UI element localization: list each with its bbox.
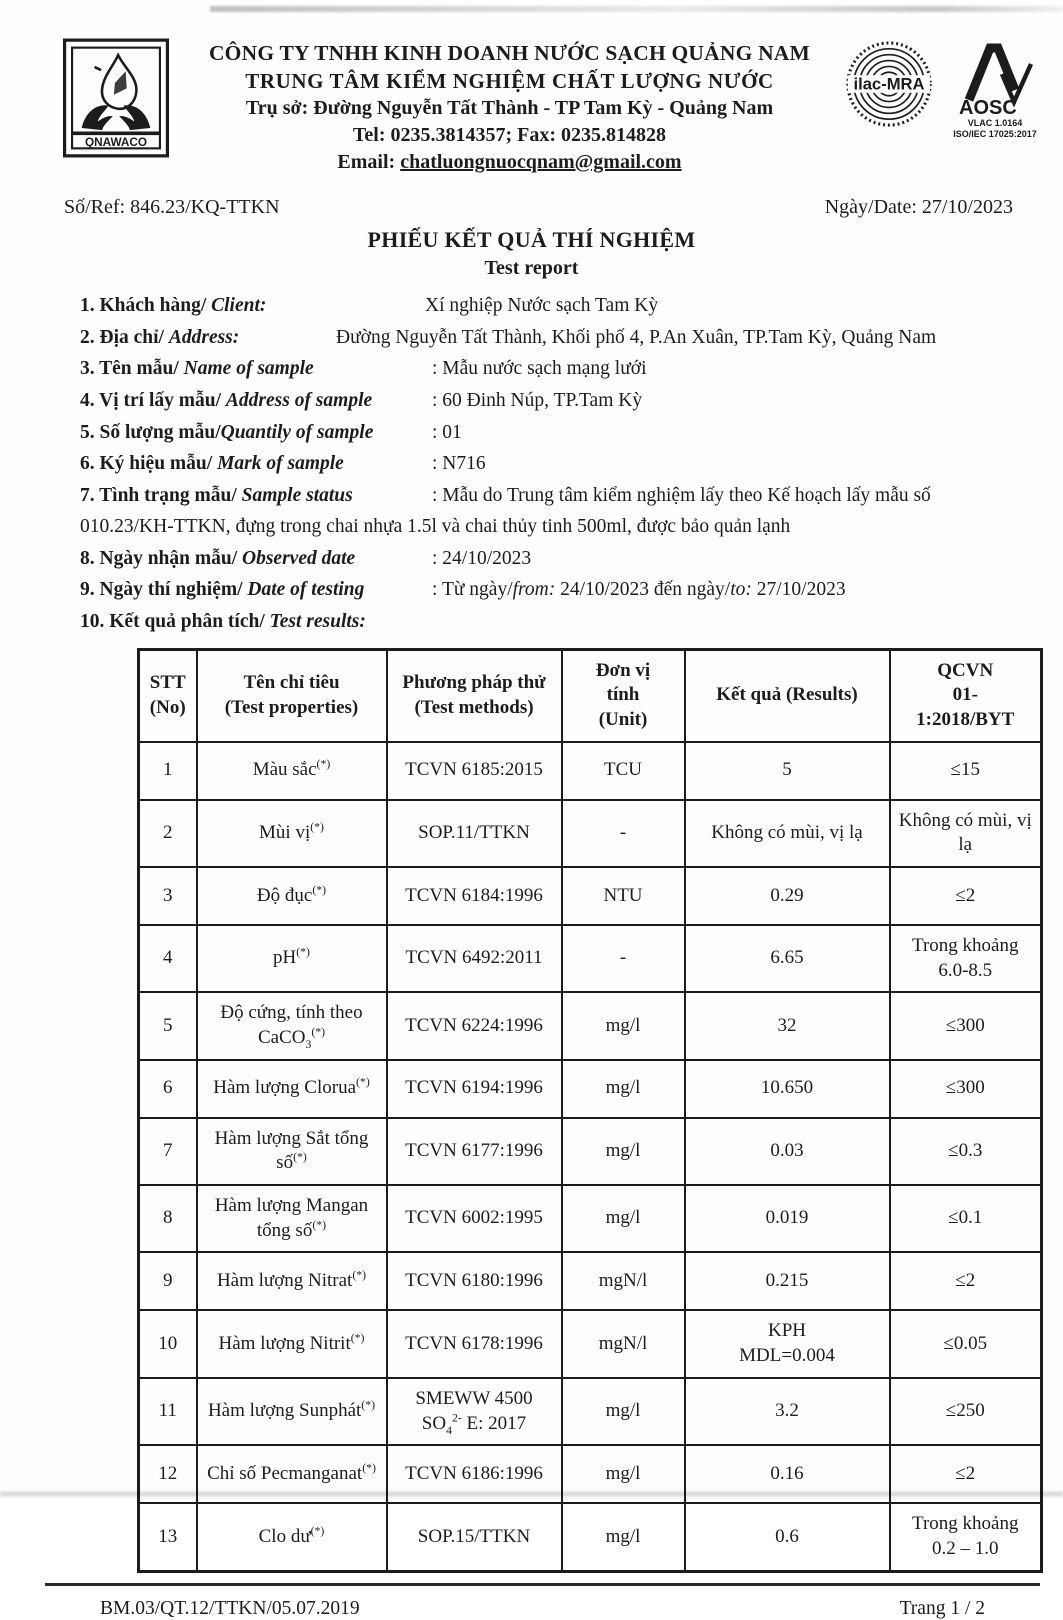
value-part: 27/10/2023: [751, 579, 846, 601]
row-no: 12: [139, 1445, 197, 1503]
info-label: 2. Địa chỉ/: [80, 326, 169, 348]
row-property: [197, 867, 387, 925]
footnote-marker: (*): [316, 757, 331, 771]
row-result: 0.03: [685, 1118, 890, 1185]
head-office-address: Trụ sở: Đường Nguyễn Tất Thành - TP Tam Kỳ - Quảng Nam: [245, 97, 774, 120]
property-name: Hàm lượng Sunphát: [207, 1400, 362, 1422]
row-result: [685, 1310, 890, 1377]
row-method: TCVN 6180:1996: [387, 1252, 562, 1310]
info-value: Mẫu nước sạch mạng lưới: [442, 358, 647, 380]
info-label: 5. Số lượng mẫu/: [80, 421, 221, 443]
row-method: SOP.11/TTKN: [387, 800, 562, 867]
header-line: STT: [149, 671, 186, 693]
form-code: BM.03/QT.12/TTKN/05.07.2019: [100, 1597, 360, 1619]
report-title-vi: PHIẾU KẾT QUẢ THÍ NGHIỆM: [367, 227, 696, 253]
ref-date-line: [64, 196, 1013, 219]
tel-fax: Tel: 0235.3814357; Fax: 0235.814828: [352, 124, 667, 147]
info-value: [442, 579, 846, 600]
header-line: Đơn vị: [595, 659, 651, 681]
info-label-en: Client:: [211, 295, 267, 317]
footer-divider: [45, 1583, 1040, 1586]
document-ref: Số/Ref: 846.23/KQ-TTKN: [64, 196, 280, 219]
result-line: KPH: [767, 1320, 806, 1342]
row-property: [197, 1503, 387, 1571]
property-name: Độ đục: [256, 884, 313, 906]
col-result: Kết quả (Results): [685, 649, 890, 742]
row-limit: Không có mùi, vị lạ: [890, 800, 1042, 867]
row-result: 10.650: [685, 1060, 890, 1118]
row-limit: [890, 925, 1042, 992]
value-part: 24/10/2023 đến ngày/: [555, 579, 731, 601]
table-row: [139, 1503, 1042, 1571]
scan-artifact-bottom: [0, 1492, 1063, 1496]
scan-artifact-top: [210, 6, 1063, 12]
row-method: TCVN 6178:1996: [387, 1310, 562, 1377]
header-line: (Test properties): [224, 696, 359, 718]
row-no: 10: [139, 1310, 197, 1377]
table-row: [139, 1118, 1042, 1185]
test-results-table: [137, 648, 1043, 1573]
info-label: 10. Kết quả phân tích/: [80, 611, 270, 632]
info-sep: :: [432, 484, 443, 506]
info-label: 9. Ngày thí nghiệm/: [80, 579, 248, 601]
row-no: 1: [139, 742, 197, 800]
info-value: N716: [442, 453, 486, 475]
row-limit: ≤0.05: [890, 1310, 1042, 1377]
footnote-marker: (*): [296, 945, 310, 959]
header-line: Phương pháp thử: [402, 671, 546, 693]
row-no: 11: [139, 1378, 197, 1445]
info-sample-address: [80, 385, 1029, 417]
report-title-en: Test report: [484, 257, 579, 280]
email-address: chatluongnuocqnam@gmail.com: [400, 151, 682, 174]
row-unit: mg/l: [562, 1503, 685, 1571]
page-number: Trang 1 / 2: [899, 1597, 985, 1619]
info-value: Đường Nguyễn Tất Thành, Khối phố 4, P.An Xuân, TP.Tam Kỳ, Quảng Nam: [336, 326, 937, 348]
row-method: TCVN 6185:2015: [387, 742, 562, 800]
col-unit: [562, 649, 685, 742]
info-testing-date: [80, 574, 1029, 606]
footnote-marker: (*): [310, 820, 324, 834]
value-part-italic: to:: [730, 579, 752, 601]
footnote-marker: (*): [311, 1025, 326, 1039]
property-name: Hàm lượng Nitrit: [218, 1332, 351, 1354]
property-name: Chỉ số Pecmanganat: [207, 1462, 363, 1484]
info-sep: :: [432, 453, 443, 475]
info-label-en: Address:: [168, 326, 240, 348]
row-method: SOP.15/TTKN: [387, 1503, 562, 1571]
info-value: 24/10/2023: [442, 547, 532, 569]
table-row: [139, 1378, 1042, 1445]
row-property: [197, 1378, 387, 1445]
row-method: [387, 1378, 562, 1445]
result-line: MDL=0.004: [739, 1345, 835, 1367]
info-value: 60 Đinh Núp, TP.Tam Kỳ: [442, 389, 643, 411]
property-name: Độ cứng, tính theo CaCO: [220, 1002, 363, 1049]
ilac-mra-text: ilac-MRA: [853, 74, 925, 94]
col-method: [387, 649, 562, 742]
row-no: 4: [139, 925, 197, 992]
row-property: [197, 992, 387, 1059]
header-line: tính: [606, 684, 640, 706]
table-row: [139, 1310, 1042, 1377]
email-label: Email:: [337, 151, 396, 174]
header-line: 01-: [952, 684, 978, 706]
footnote-marker: (*): [361, 1398, 376, 1412]
row-unit: mg/l: [562, 1118, 685, 1185]
info-value: 01: [442, 421, 462, 443]
info-label-en: Observed date: [242, 547, 356, 569]
property-name: Hàm lượng Nitrat: [216, 1270, 353, 1292]
info-address: [80, 322, 1029, 354]
iso-standard: ISO/IEC 17025:2017: [953, 129, 1037, 139]
row-no: 7: [139, 1118, 197, 1185]
qnawaco-logo: [62, 38, 174, 163]
table-row: [139, 1060, 1042, 1118]
limit-line: 0.2 – 1.0: [932, 1537, 999, 1559]
limit-line: 6.0-8.5: [938, 959, 993, 981]
row-limit: ≤2: [890, 1252, 1042, 1310]
property-name: Hàm lượng Clorua: [213, 1077, 357, 1099]
row-no: 2: [139, 800, 197, 867]
row-result: 0.215: [685, 1252, 890, 1310]
col-qcvn: [890, 649, 1042, 742]
row-property: [197, 1185, 387, 1252]
row-unit: -: [562, 925, 685, 992]
row-limit: ≤15: [890, 742, 1042, 800]
property-name: Mùi vị: [259, 821, 311, 843]
property-name: Hàm lượng Sắt tổng số: [214, 1127, 369, 1174]
header-line: QCVN: [937, 659, 994, 681]
info-label-en: Mark of sample: [217, 453, 344, 475]
value-part-italic: from:: [512, 579, 556, 601]
row-no: 6: [139, 1060, 197, 1118]
row-no: 3: [139, 867, 197, 925]
row-property: [197, 1310, 387, 1377]
header-line: 1:2018/BYT: [916, 708, 1015, 730]
footnote-marker: (*): [356, 1076, 370, 1090]
water-drop-hands-icon: [62, 38, 170, 158]
info-label-en: Date of testing: [247, 579, 365, 601]
row-unit: mgN/l: [562, 1310, 685, 1377]
aosc-logo-icon: [939, 40, 1043, 140]
row-method: TCVN 6492:2011: [387, 925, 562, 992]
header-line: (Test methods): [414, 696, 534, 718]
footnote-marker: (*): [362, 1461, 376, 1475]
footnote-marker: (*): [352, 1268, 367, 1282]
header-line: (Unit): [598, 708, 648, 730]
row-result: 6.65: [685, 925, 890, 992]
row-unit: mgN/l: [562, 1252, 685, 1310]
info-label-en: Test results:: [269, 611, 366, 632]
info-label-en: Address of sample: [225, 389, 373, 411]
limit-line: Trong khoảng: [912, 1513, 1019, 1535]
info-value: Mẫu do Trung tâm kiểm nghiệm lấy theo Kế hoạch lấy mẫu số 010.23/KH-TTKN, đựng trong chai nhựa 1.5l và chai thủy tinh 500ml, được bảo quản lạnh: [80, 484, 931, 538]
chemical-superscript: 2-: [451, 1411, 462, 1425]
info-value: Xí nghiệp Nước sạch Tam Kỳ: [425, 295, 659, 317]
info-client: [80, 290, 1029, 322]
center-name: TRUNG TÂM KIỂM NGHIỆM CHẤT LƯỢNG NƯỚC: [245, 68, 774, 93]
row-property: [197, 1252, 387, 1310]
row-unit: mg/l: [562, 1060, 685, 1118]
row-unit: mg/l: [562, 992, 685, 1059]
info-label-en: Sample status: [241, 484, 353, 506]
value-part: Từ ngày/: [441, 579, 513, 601]
document-date: Ngày/Date: 27/10/2023: [824, 196, 1013, 219]
row-limit: ≤300: [890, 1060, 1042, 1118]
info-label: 1. Khách hàng/: [80, 295, 212, 317]
row-property: [197, 925, 387, 992]
method-part: E: 2017: [461, 1412, 527, 1434]
property-name: Màu sắc: [252, 759, 317, 781]
row-limit: ≤300: [890, 992, 1042, 1059]
row-unit: mg/l: [562, 1445, 685, 1503]
row-unit: NTU: [562, 867, 685, 925]
letterhead: [0, 0, 1063, 176]
property-name: pH: [273, 947, 297, 969]
info-observed-date: [80, 543, 1029, 575]
row-limit: ≤250: [890, 1378, 1042, 1445]
info-sample-name: [80, 353, 1029, 385]
row-no: 5: [139, 992, 197, 1059]
page-footer: [100, 1598, 985, 1620]
footnote-marker: (*): [350, 1331, 365, 1345]
info-sep: :: [432, 547, 443, 569]
footnote-marker: (*): [312, 883, 327, 897]
info-sep: :: [432, 421, 443, 443]
row-result: Không có mùi, vị lạ: [685, 800, 890, 867]
info-label-en: Quantily of sample: [220, 421, 374, 443]
row-limit: [890, 1503, 1042, 1571]
row-limit: ≤0.3: [890, 1118, 1042, 1185]
table-row: [139, 925, 1042, 992]
method-part: SO: [421, 1412, 447, 1434]
row-result: 0.6: [685, 1503, 890, 1571]
property-name: Hàm lượng Mangan tổng số: [214, 1195, 369, 1241]
sample-info-list: [80, 290, 1029, 637]
company-header-text: [174, 38, 845, 176]
row-limit: ≤2: [890, 1445, 1042, 1503]
row-unit: mg/l: [562, 1185, 685, 1252]
col-property: [197, 649, 387, 742]
row-method: TCVN 6186:1996: [387, 1445, 562, 1503]
table-row: [139, 1185, 1042, 1252]
header-line: Tên chỉ tiêu: [243, 671, 340, 693]
row-no: 8: [139, 1185, 197, 1252]
row-unit: TCU: [562, 742, 685, 800]
row-result: 3.2: [685, 1378, 890, 1445]
info-label: 4. Vị trí lấy mẫu/: [80, 389, 226, 411]
info-sep: :: [432, 389, 443, 411]
accreditation-logos: [845, 38, 1045, 140]
email-line: [174, 149, 845, 176]
info-sep: :: [432, 579, 442, 601]
info-mark: [80, 448, 1029, 480]
row-unit: mg/l: [562, 1378, 685, 1445]
row-result: 0.019: [685, 1185, 890, 1252]
row-no: 9: [139, 1252, 197, 1310]
footnote-marker: (*): [293, 1151, 307, 1165]
row-method: TCVN 6224:1996: [387, 992, 562, 1059]
footnote-marker: (*): [310, 1524, 325, 1538]
table-header-row: [139, 649, 1042, 742]
row-method: TCVN 6194:1996: [387, 1060, 562, 1118]
vlac-number: VLAC 1.0164: [967, 118, 1023, 128]
table-row: [139, 742, 1042, 800]
info-test-results-heading: [80, 606, 1029, 638]
row-result: 0.29: [685, 867, 890, 925]
row-limit: ≤0.1: [890, 1185, 1042, 1252]
row-unit: -: [562, 800, 685, 867]
row-no: 13: [139, 1503, 197, 1571]
table-row: [139, 992, 1042, 1059]
row-method: TCVN 6002:1995: [387, 1185, 562, 1252]
info-sample-status: [80, 480, 1029, 543]
method-line: [394, 1412, 555, 1437]
col-stt: [139, 649, 197, 742]
row-result: 5: [685, 742, 890, 800]
row-property: [197, 1118, 387, 1185]
qnawaco-logo-text: QNAWACO: [84, 136, 148, 150]
row-limit: ≤2: [890, 867, 1042, 925]
method-line: SMEWW 4500: [415, 1387, 533, 1409]
row-method: TCVN 6184:1996: [387, 867, 562, 925]
header-line: (No): [149, 696, 186, 718]
row-result: 32: [685, 992, 890, 1059]
property-name: Clo dư: [258, 1525, 311, 1547]
info-label: 3. Tên mẫu/: [80, 358, 184, 380]
info-label: 7. Tình trạng mẫu/: [80, 484, 242, 506]
chemical-subscript: 4: [446, 1423, 452, 1437]
ilac-mra-seal-icon: [845, 40, 933, 128]
row-method: TCVN 6177:1996: [387, 1118, 562, 1185]
limit-line: Trong khoảng: [912, 934, 1019, 956]
info-sep: :: [432, 358, 443, 380]
table-row: [139, 800, 1042, 867]
row-property: [197, 1060, 387, 1118]
row-property: [197, 742, 387, 800]
company-name: CÔNG TY TNHH KINH DOANH NƯỚC SẠCH QUẢNG NAM: [208, 41, 811, 65]
row-property: [197, 800, 387, 867]
chemical-subscript: 3: [305, 1037, 312, 1051]
table-row: [139, 1252, 1042, 1310]
info-label: 6. Ký hiệu mẫu/: [80, 453, 218, 475]
info-label: 8. Ngày nhận mẫu/: [80, 547, 242, 569]
info-label-en: Name of sample: [183, 358, 314, 380]
row-result: 0.16: [685, 1445, 890, 1503]
footnote-marker: (*): [312, 1218, 327, 1232]
table-row: [139, 867, 1042, 925]
info-quantity: [80, 417, 1029, 449]
aosc-text: AOSC: [959, 97, 1017, 119]
